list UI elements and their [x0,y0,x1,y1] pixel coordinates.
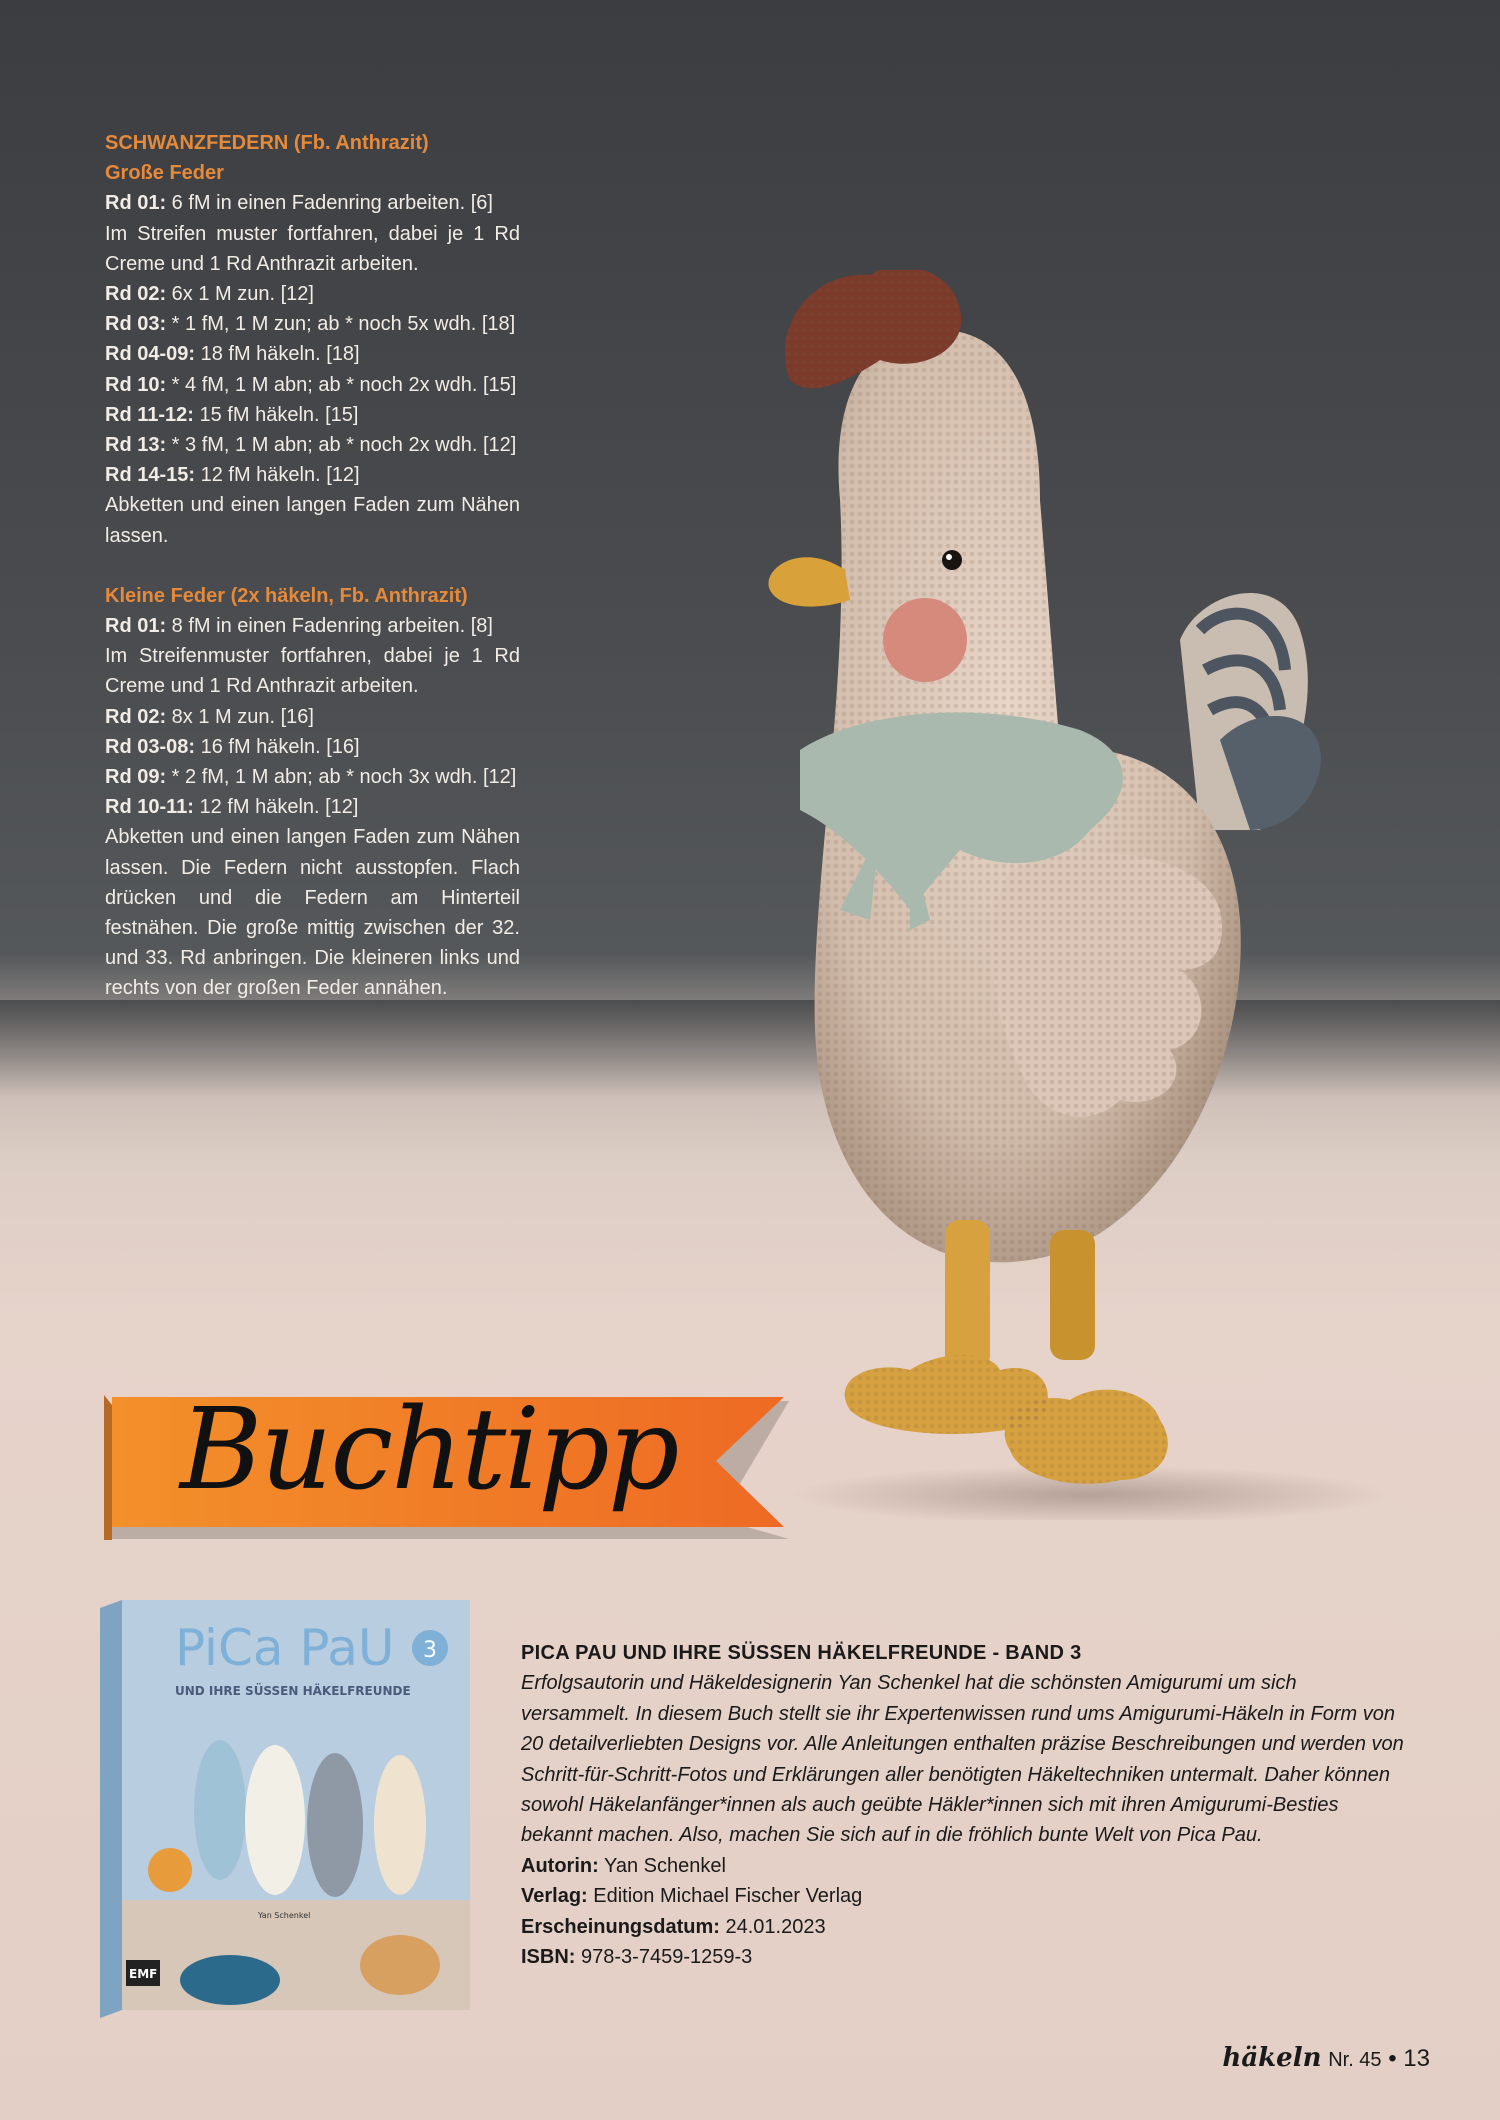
book-cover-publisher-logo: EMF [129,1967,158,1981]
pattern-row: Rd 04-09: 18 fM häkeln. [18] [105,343,360,366]
book-info [521,1638,1411,1972]
crochet-chicken-image [760,270,1400,1520]
section2-rows [105,611,520,1004]
book-publisher-line: Verlag: Edition Michael Fischer Verlag [521,1885,863,1908]
section1-rows [105,188,520,550]
pattern-row: Rd 10: * 4 fM, 1 M abn; ab * noch 2x wdh. [15] [105,373,517,396]
book-cover-image [100,1600,470,2018]
pattern-row: Rd 09: * 2 fM, 1 M abn; ab * noch 3x wdh. [12] [105,766,517,789]
book-author-line: Autorin: Yan Schenkel [521,1854,726,1877]
magazine-brand: häkeln [1222,2043,1322,2073]
page-number: 13 [1403,2045,1430,2072]
book-cover-title: PiCa PaU [175,1619,395,1677]
book-date-line: Erscheinungsdatum: 24.01.2023 [521,1915,826,1938]
pattern-row: Rd 14-15: 12 fM häkeln. [12] [105,464,360,487]
pattern-row: Im Streifen muster fortfahren, dabei je 1 Rd Creme und 1 Rd Anthrazit arbeiten. [105,222,520,275]
banner-label: Buchtipp [180,1385,678,1515]
pattern-column [105,128,520,1004]
page-footer [1222,2043,1430,2073]
pattern-row: Abketten und einen langen Faden zum Nähen lassen. Die Federn nicht ausstopfen. Flach drücken und die Federn am Hinterteil festnähen. Die große mittig zwischen der 32. und 33. Rd anbringen. Die kleineren links und rechts von der großen Feder annähen. [105,826,520,1000]
pattern-row: Rd 10-11: 12 fM häkeln. [12] [105,796,359,819]
footer-bullet: • [1388,2045,1397,2072]
pattern-row: Rd 03-08: 16 fM häkeln. [16] [105,735,360,758]
pattern-row: Rd 01: 6 fM in einen Fadenring arbeiten. [6] [105,192,493,215]
book-cover-author: Yan Schenkel [258,1911,311,1920]
book-cover-subtitle: UND IHRE SÜSSEN HÄKELFREUNDE [175,1684,411,1698]
book-cover-number: 3 [423,1638,437,1663]
pattern-title: SCHWANZFEDERN (Fb. Anthrazit) [105,132,429,154]
book-isbn-line: ISBN: 978-3-7459-1259-3 [521,1946,753,1969]
pattern-row: Rd 03: * 1 fM, 1 M zun; ab * noch 5x wdh. [18] [105,313,516,336]
pattern-row: Rd 02: 6x 1 M zun. [12] [105,283,314,306]
section2-title: Kleine Feder (2x häkeln, Fb. Anthrazit) [105,584,468,607]
pattern-row: Rd 02: 8x 1 M zun. [16] [105,705,314,728]
issue-number: Nr. 45 [1328,2049,1382,2071]
pattern-row: Rd 11-12: 15 fM häkeln. [15] [105,403,359,426]
section1-title: Große Feder [105,162,224,185]
pattern-row: Im Streifenmuster fortfahren, dabei je 1 Rd Creme und 1 Rd Anthrazit arbeiten. [105,645,520,698]
pattern-row: Abketten und einen langen Faden zum Nähen lassen. [105,494,520,547]
pattern-row: Rd 13: * 3 fM, 1 M abn; ab * noch 2x wdh. [12] [105,434,517,457]
pattern-row: Rd 01: 8 fM in einen Fadenring arbeiten. [8] [105,615,493,638]
book-description: Erfolgsautorin und Häkeldesignerin Yan Schenkel hat die schönsten Amigurumi um sich versammelt. In diesem Buch stellt sie ihr Expertenwissen rund ums Amigurumi-Häkeln in Form von 20 detailverliebten Designs vor. Alle Anleitungen enthalten präzise Beschreibungen und werden von Schritt-für-Schritt-Fotos und Erklärungen aller benötigten Häkeltechniken untermalt. Daher können sowohl Häkelanfänger*innen als auch geübte Häkler*innen sich mit ihren Amigurumi-Besties bekannt machen. Also, machen Sie sich auf in die fröhlich bunte Welt von Pica Pau. [521,1672,1404,1847]
book-title: PICA PAU UND IHRE SÜSSEN HÄKELFREUNDE - BAND 3 [521,1642,1082,1664]
